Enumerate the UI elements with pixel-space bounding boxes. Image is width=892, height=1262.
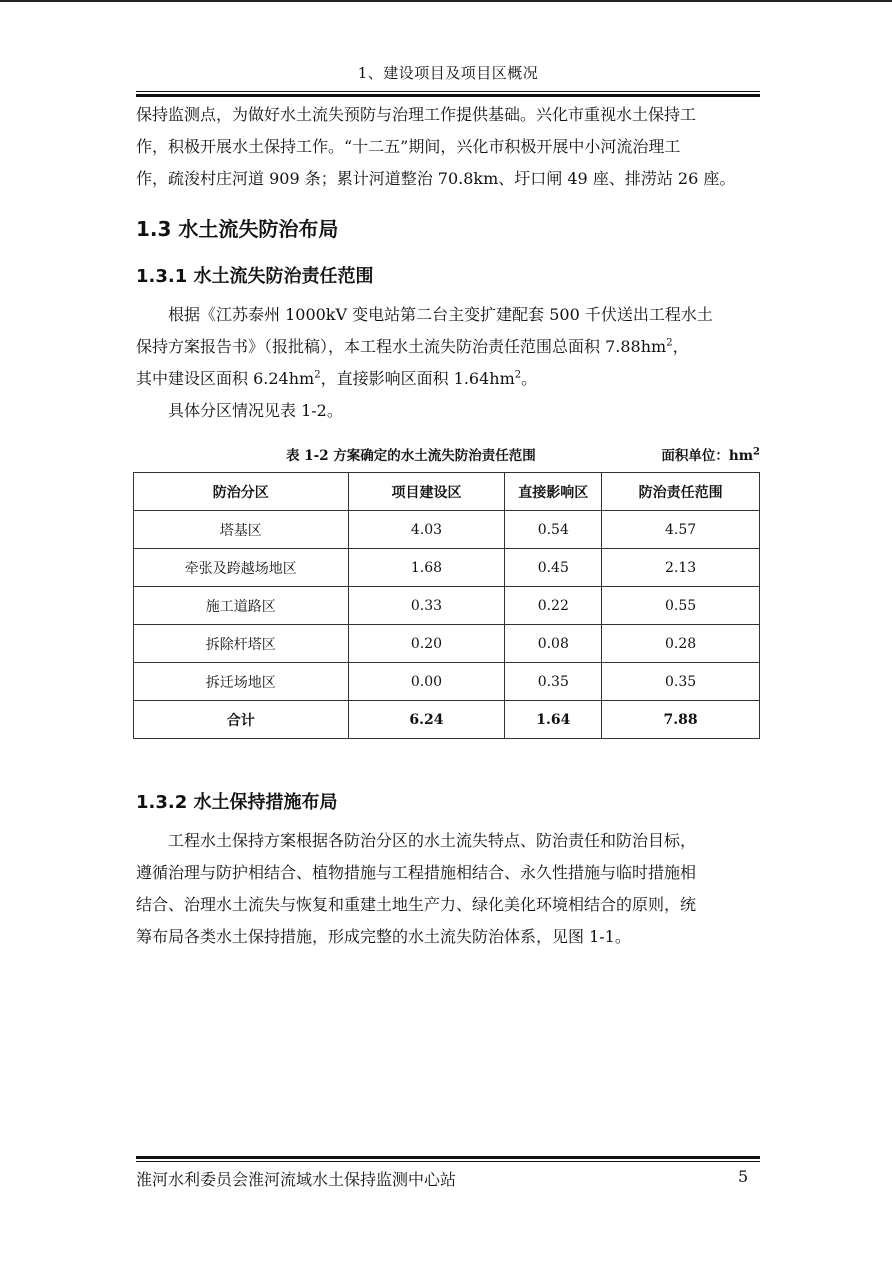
section-1-3-heading: 1.3 水土流失防治布局	[136, 217, 339, 241]
table-row	[134, 625, 760, 663]
table-cell: 0.08	[505, 625, 602, 663]
s131-line-4: 具体分区情况见表 1-2。	[168, 401, 343, 420]
footer-rule-thin	[136, 1161, 760, 1162]
table-unit-label: 面积单位：$hm^2$	[661, 446, 760, 464]
intro-line-2: 作，积极开展水土保持工作。“十二五”期间，兴化市积极开展中小河流治理工	[136, 137, 681, 156]
table-caption-title: 表 1-2 方案确定的水土流失防治责任范围	[286, 448, 536, 464]
table-cell: 拆迁场地区	[134, 663, 349, 701]
table-total-row	[134, 701, 760, 739]
section-1-3-2-paragraph	[136, 825, 760, 953]
table-row	[134, 587, 760, 625]
table-cell: 4.03	[348, 511, 505, 549]
intro-line-1: 保持监测点，为做好水土流失预防与治理工作提供基础。兴化市重视水土保持工	[136, 105, 697, 124]
s131-line-1: 根据《江苏泰州 1000kV 变电站第二台主变扩建配套 500 千伏送出工程水土	[168, 305, 713, 324]
responsibility-table	[133, 472, 760, 739]
section-1-3-2-heading: 1.3.2 水土保持措施布局	[136, 792, 338, 813]
s132-line-4: 筹布局各类水土保持措施，形成完整的水土流失防治体系，见图 1-1。	[136, 927, 631, 946]
table-cell: 0.28	[602, 625, 760, 663]
table-cell: 0.35	[602, 663, 760, 701]
table-caption	[136, 444, 760, 466]
s132-line-3: 结合、治理水土流失与恢复和重建土地生产力、绿化美化环境相结合的原则，统	[136, 895, 697, 914]
table-cell: 0.35	[505, 663, 602, 701]
table-header-row	[134, 473, 760, 511]
table-cell: 0.54	[505, 511, 602, 549]
table-cell: 1.68	[348, 549, 505, 587]
table-cell: 2.13	[602, 549, 760, 587]
table-cell: 0.22	[505, 587, 602, 625]
table-cell: 牵张及跨越场地区	[134, 549, 349, 587]
table-cell: 0.20	[348, 625, 505, 663]
table-cell: 拆除杆塔区	[134, 625, 349, 663]
table-cell: 0.00	[348, 663, 505, 701]
page-number: 5	[738, 1167, 749, 1186]
table-cell: 7.88	[602, 701, 760, 739]
table-header-cell: 直接影响区	[505, 473, 602, 511]
table-row	[134, 511, 760, 549]
s132-line-1: 工程水土保持方案根据各防治分区的水土流失特点、防治责任和防治目标，	[168, 831, 697, 850]
footer-organization: 淮河水利委员会淮河流域水土保持监测中心站	[136, 1170, 457, 1189]
table-cell: 施工道路区	[134, 587, 349, 625]
s131-line-3: 其中建设区面积 $6.24hm^2$，直接影响区面积 $1.64hm^2$。	[136, 369, 538, 388]
table-header-cell: 防治责任范围	[602, 473, 760, 511]
table-header-cell: 防治分区	[134, 473, 349, 511]
footer-rule-thick	[136, 1156, 760, 1159]
s132-line-2: 遵循治理与防护相结合、植物措施与工程措施相结合、永久性措施与临时措施相	[136, 863, 697, 882]
table-cell: 4.57	[602, 511, 760, 549]
running-header: 1、建设项目及项目区概况	[357, 64, 539, 82]
intro-line-3: 作，疏浚村庄河道 909 条；累计河道整治 70.8km、圩口闸 49 座、排涝站 26 座。	[136, 169, 736, 188]
section-1-3-1-paragraph	[136, 299, 760, 427]
table-row	[134, 549, 760, 587]
section-1-3-1-heading: 1.3.1 水土流失防治责任范围	[136, 266, 374, 287]
table-cell: 0.45	[505, 549, 602, 587]
header-rule-thin	[136, 91, 760, 92]
table-cell: 0.55	[602, 587, 760, 625]
s131-line-2: 保持方案报告书》（报批稿），本工程水土流失防治责任范围总面积 $7.88hm^2$，	[136, 337, 689, 356]
table-cell: 1.64	[505, 701, 602, 739]
table-row	[134, 663, 760, 701]
table-cell: 6.24	[348, 701, 505, 739]
header-rule-thick	[136, 94, 760, 97]
table-cell: 塔基区	[134, 511, 349, 549]
table-cell: 0.33	[348, 587, 505, 625]
table-header-cell: 项目建设区	[348, 473, 505, 511]
intro-paragraph	[136, 99, 760, 195]
page-top-border	[0, 0, 892, 2]
table-cell: 合计	[134, 701, 349, 739]
